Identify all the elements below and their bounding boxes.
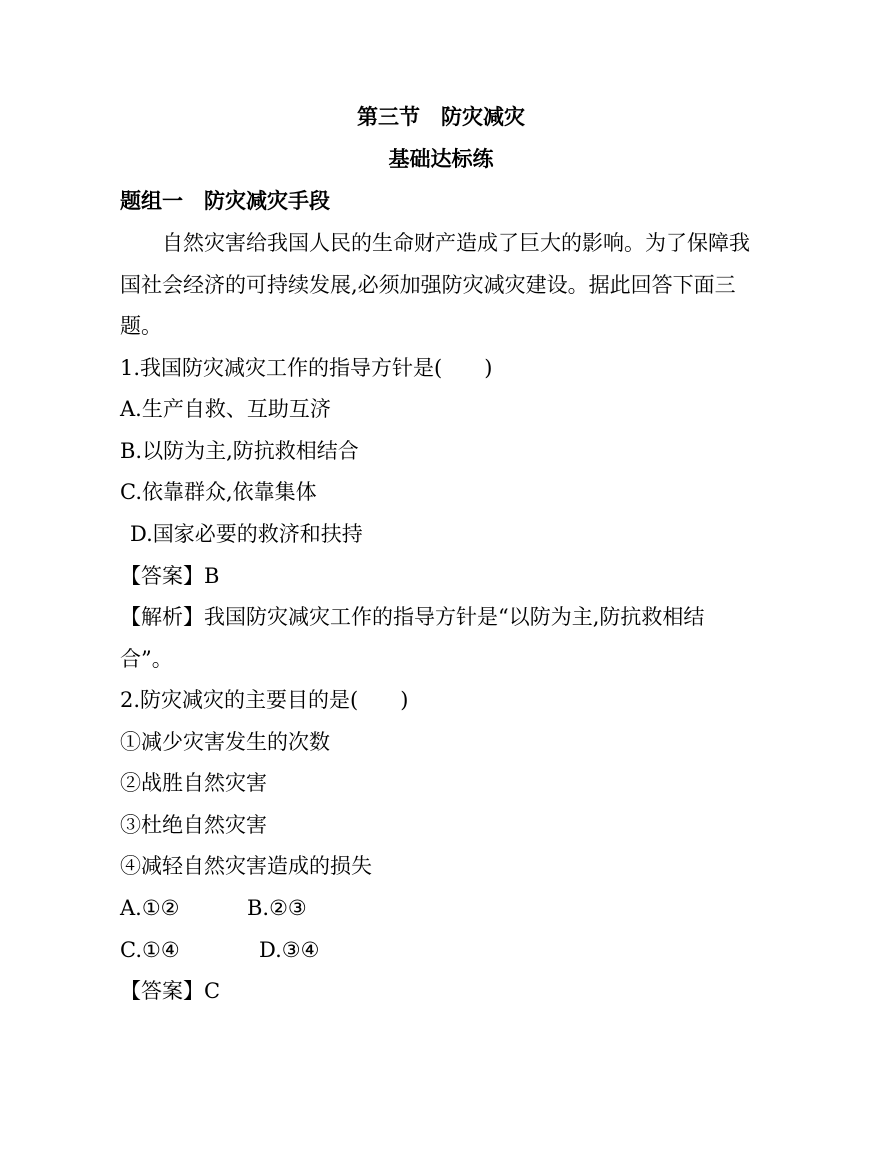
page-subtitle: 基础达标练 [388,146,494,171]
question-1-answer: 【答案】B [120,564,220,588]
question-2-item: ④减轻自然灾害造成的损失 [120,854,372,878]
question-2-option-d: D.③④ [259,938,320,962]
question-1-option: D.国家必要的救济和扶持 [130,522,363,546]
question-1-analysis: 合”。 [120,647,173,671]
intro-line: 题。 [120,314,162,338]
question-2-item: ③杜绝自然灾害 [120,813,267,837]
question-2-item: ②战胜自然灾害 [120,771,267,795]
question-1-option: B.以防为主,防抗救相结合 [120,439,359,463]
group-heading: 题组一 防灾减灾手段 [120,188,330,213]
question-2-option-c: C.①④ [120,938,180,962]
question-1-option: C.依靠群众,依靠集体 [120,480,317,504]
question-1-analysis: 【解析】我国防灾减灾工作的指导方针是“以防为主,防抗救相结 [120,605,705,629]
question-2-answer: 【答案】C [120,979,221,1003]
question-2-stem: 2.防灾减灾的主要目的是( ) [120,688,409,712]
intro-line: 自然灾害给我国人民的生命财产造成了巨大的影响。为了保障我 [162,231,750,255]
intro-line: 国社会经济的可持续发展,必须加强防灾减灾建设。据此回答下面三 [120,273,736,297]
page-title: 第三节 防灾减灾 [357,104,525,129]
question-2-option-a: A.①② [120,896,180,920]
question-2-item: ①减少灾害发生的次数 [120,730,330,754]
question-1-option: A.生产自救、互助互济 [120,397,331,421]
question-2-option-b: B.②③ [247,896,307,920]
question-1-stem: 1.我国防灾减灾工作的指导方针是( ) [120,356,493,380]
